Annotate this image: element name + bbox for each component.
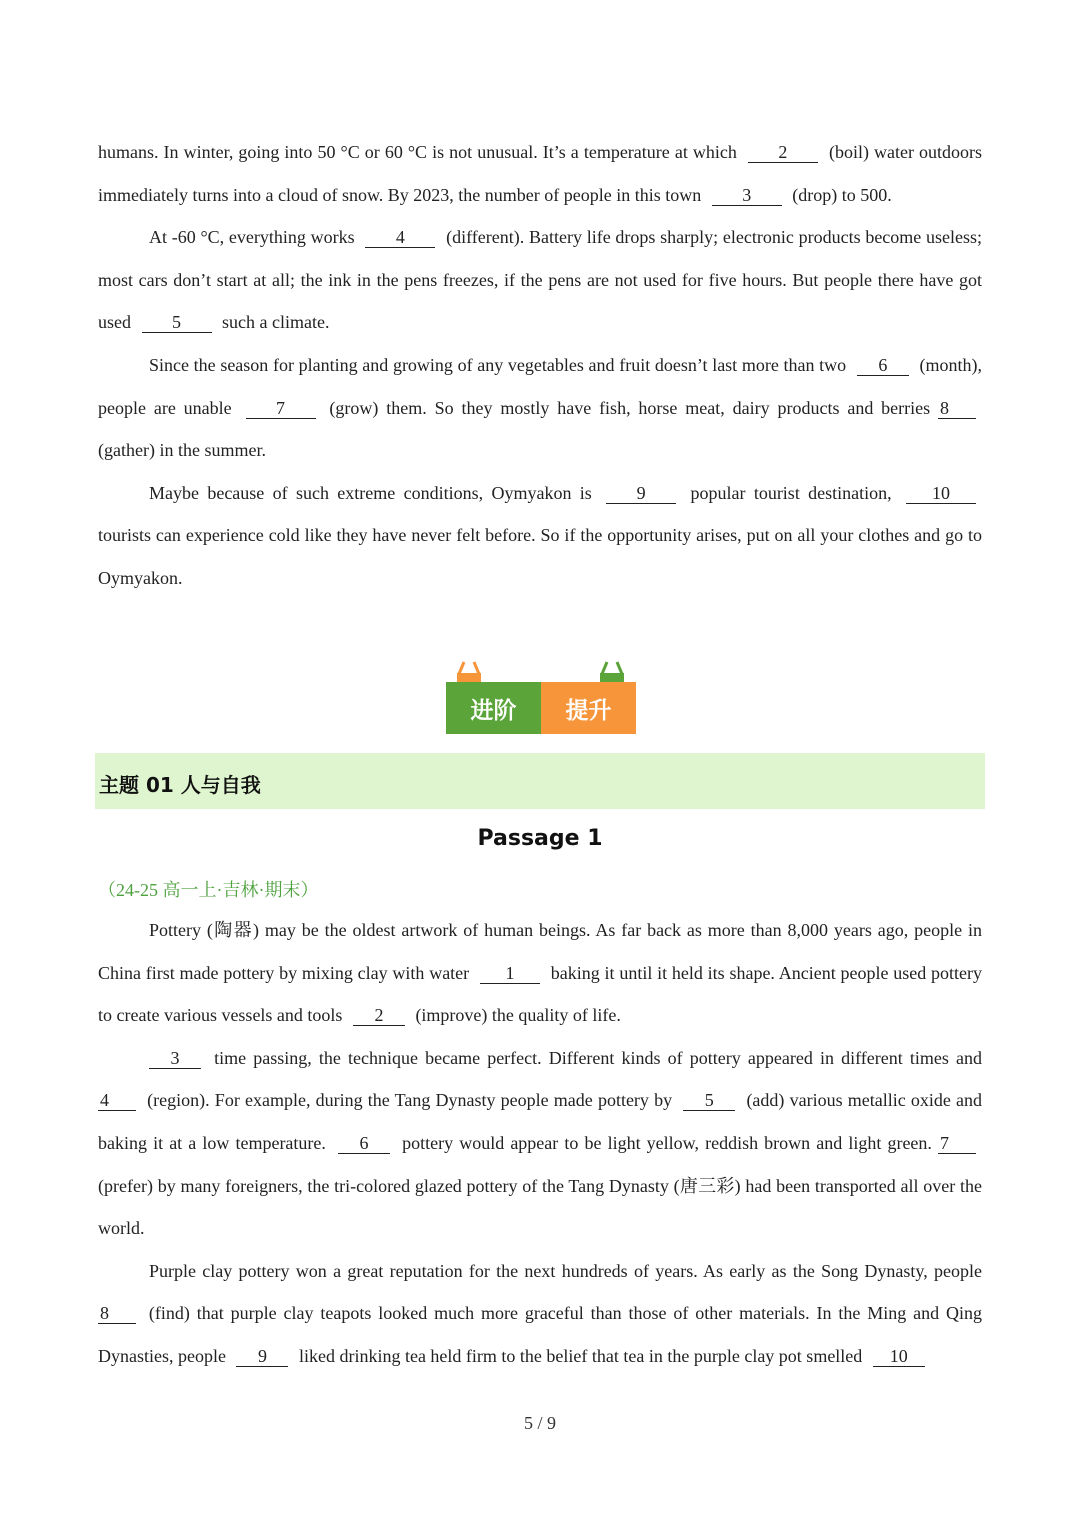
blank-8[interactable]: 8 xyxy=(98,1303,136,1324)
blank-10[interactable]: 10 xyxy=(906,483,976,504)
blank-9[interactable]: 9 xyxy=(606,483,676,504)
text-run: tourists can experience cold like they have never felt before. So if the opportunity arises, put on all your clothes and go to Oymyakon. xyxy=(98,525,982,588)
blank-6[interactable]: 6 xyxy=(338,1133,390,1154)
text-run: At -60 °C, everything works xyxy=(149,227,355,248)
text-run: such a climate. xyxy=(222,312,330,333)
blank-2[interactable]: 2 xyxy=(748,142,818,163)
text-run: (prefer) by many foreigners, the tri-colored glazed pottery of the Tang Dynasty (唐三彩) had been transported all over the world. xyxy=(98,1175,982,1239)
passage-continuation xyxy=(98,131,982,600)
text-run: pottery would appear to be light yellow, reddish brown and light green. xyxy=(402,1132,932,1153)
paragraph-1 xyxy=(98,909,982,1037)
text-run: (month), people are unable xyxy=(98,354,983,418)
blank-9[interactable]: 9 xyxy=(236,1346,288,1367)
text-run: (add) various metallic oxide and baking it at a low temperature. xyxy=(98,1090,983,1153)
text-run: (drop) to 500. xyxy=(792,184,892,205)
text-run: (region). For example, during the Tang Dynasty people made pottery by xyxy=(147,1090,673,1111)
text-run: Maybe because of such extreme conditions, Oymyakon is xyxy=(149,482,592,503)
text-run: (gather) in the summer. xyxy=(98,440,266,461)
paragraph-3 xyxy=(98,344,982,472)
blank-6[interactable]: 6 xyxy=(857,355,909,376)
badge-right-label: 提升 xyxy=(541,682,636,734)
page-number: 5 / 9 xyxy=(523,1413,556,1433)
badge-left-label: 进阶 xyxy=(446,682,541,734)
text-run: (different). Battery life drops sharply; electronic products become useless; most cars don’t start at all; the ink in the pens freezes, if the pens are not used for five hours. But people there have got used xyxy=(98,227,983,333)
text-run: liked drinking tea held firm to the belief that tea in the purple clay pot smelled xyxy=(298,1345,863,1366)
paragraph-2 xyxy=(98,1037,982,1250)
text-run: popular tourist destination, xyxy=(690,482,892,503)
blank-7[interactable]: 7 xyxy=(938,1133,976,1154)
blank-3[interactable]: 3 xyxy=(149,1048,201,1069)
blank-4[interactable]: 4 xyxy=(365,227,435,248)
text-run: Pottery (陶器) may be the oldest artwork of human beings. As far back as more than 8,000 years ago, people in China first made pottery by mixing clay with water xyxy=(98,920,982,983)
section-badge xyxy=(446,660,636,736)
blank-8[interactable]: 8 xyxy=(938,398,976,419)
blank-1[interactable]: 1 xyxy=(480,963,540,984)
passage-1-body xyxy=(98,909,982,1378)
blank-10[interactable]: 10 xyxy=(873,1346,925,1367)
paragraph-2 xyxy=(98,216,982,344)
passage-title: Passage 1 xyxy=(477,826,603,851)
text-run: (find) that purple clay teapots looked much more graceful than those of other materials. In the Ming and Qing Dynasties, people xyxy=(98,1303,983,1366)
topic-header-bar xyxy=(95,753,985,809)
paragraph-3 xyxy=(98,1250,982,1378)
text-run: time passing, the technique became perfect. Different kinds of pottery appeared in different times and xyxy=(214,1047,982,1068)
text-run: Purple clay pottery won a great reputation for the next hundreds of years. As early as the Song Dynasty, people xyxy=(149,1260,982,1281)
text-run: (boil) water outdoors immediately turns into a cloud of snow. By 2023, the number of people in this town xyxy=(98,142,983,205)
text-run: (improve) the quality of life. xyxy=(415,1005,621,1026)
paragraph-4 xyxy=(98,472,982,600)
text-run: humans. In winter, going into 50 °C or 60 °C is not unusual. It’s a temperature at which xyxy=(98,142,737,162)
text-run: (grow) them. So they mostly have fish, horse meat, dairy products and berries xyxy=(329,397,931,418)
blank-4[interactable]: 4 xyxy=(98,1090,136,1111)
text-run: baking it until it held its shape. Ancient people used pottery to create various vessels and tools xyxy=(98,962,983,1026)
blank-7[interactable]: 7 xyxy=(246,398,316,419)
blank-3[interactable]: 3 xyxy=(712,185,782,206)
blank-5[interactable]: 5 xyxy=(142,312,212,333)
topic-title: 主题 01 人与自我 xyxy=(99,773,261,797)
source-label: （24-25 高一上·吉林·期末） xyxy=(98,880,319,900)
blank-2[interactable]: 2 xyxy=(353,1005,405,1026)
blank-5[interactable]: 5 xyxy=(683,1090,735,1111)
paragraph-1 xyxy=(98,131,982,216)
text-run: Since the season for planting and growing of any vegetables and fruit doesn’t last more than two xyxy=(149,354,847,375)
